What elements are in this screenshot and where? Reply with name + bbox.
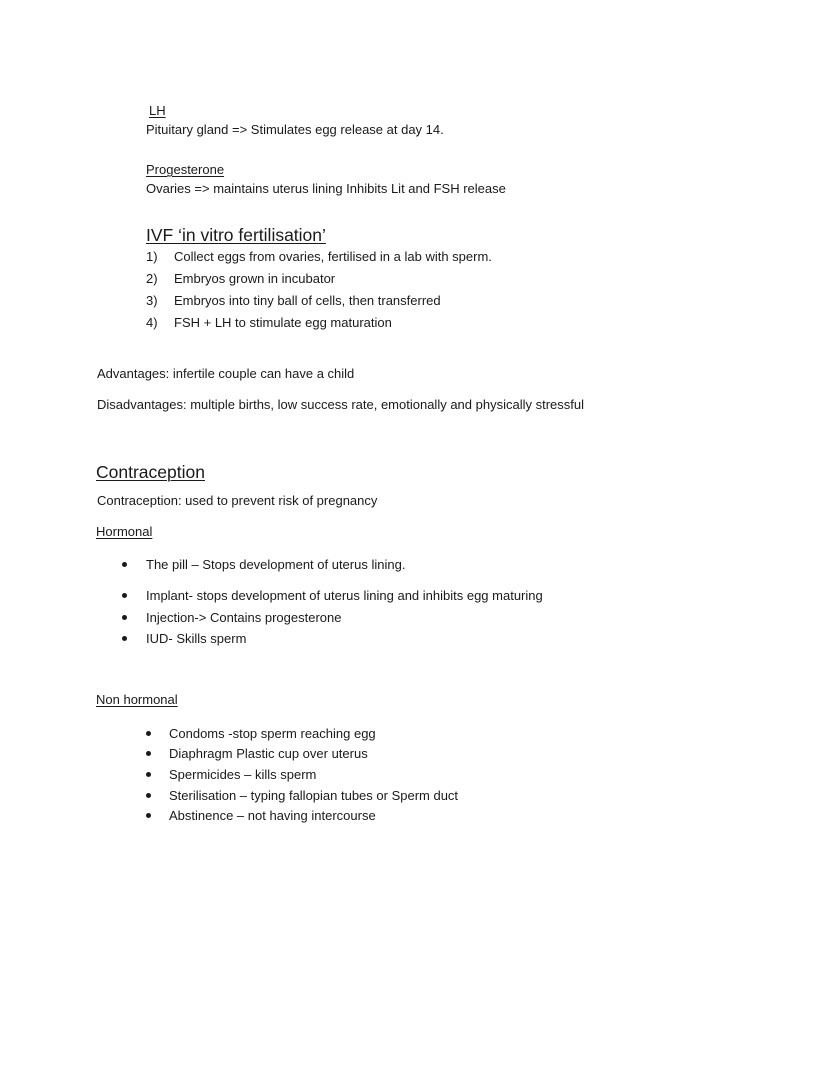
bullet-icon	[122, 615, 127, 620]
lh-heading: LH	[149, 103, 166, 118]
list-item: Diaphragm Plastic cup over uterus	[169, 746, 368, 761]
list-item: The pill – Stops development of uterus lining.	[146, 557, 406, 572]
bullet-icon	[146, 731, 151, 736]
step-text: FSH + LH to stimulate egg maturation	[174, 315, 392, 330]
step-number: 2)	[146, 271, 158, 286]
bullet-icon	[122, 636, 127, 641]
bullet-icon	[146, 772, 151, 777]
progesterone-description: Ovaries => maintains uterus lining Inhibits Lit and FSH release	[146, 181, 506, 196]
ivf-advantages: Advantages: infertile couple can have a child	[97, 366, 355, 381]
step-number: 4)	[146, 315, 158, 330]
lh-description: Pituitary gland => Stimulates egg release at day 14.	[146, 122, 444, 137]
list-item: Condoms -stop sperm reaching egg	[169, 726, 376, 741]
step-text: Embryos into tiny ball of cells, then transferred	[174, 293, 441, 308]
bullet-icon	[122, 562, 127, 567]
ivf-title: IVF ‘in vitro fertilisation’	[146, 225, 326, 245]
step-text: Embryos grown in incubator	[174, 271, 336, 286]
contraception-title: Contraception	[96, 462, 205, 482]
step-number: 1)	[146, 249, 158, 264]
list-item: IUD- Skills sperm	[146, 631, 247, 646]
ivf-disadvantages: Disadvantages: multiple births, low success rate, emotionally and physically stressful	[97, 397, 584, 412]
list-item: Sterilisation – typing fallopian tubes or Sperm duct	[169, 788, 459, 803]
step-number: 3)	[146, 293, 158, 308]
list-item: Implant- stops development of uterus lining and inhibits egg maturing	[146, 588, 543, 603]
progesterone-heading: Progesterone	[146, 162, 225, 177]
list-item: Injection-> Contains progesterone	[146, 610, 342, 625]
bullet-icon	[146, 793, 151, 798]
bullet-icon	[122, 593, 127, 598]
hormonal-heading: Hormonal	[96, 524, 153, 539]
bullet-icon	[146, 813, 151, 818]
list-item: Abstinence – not having intercourse	[169, 808, 376, 823]
step-text: Collect eggs from ovaries, fertilised in a lab with sperm.	[174, 249, 492, 264]
contraception-definition: Contraception: used to prevent risk of pregnancy	[97, 493, 378, 508]
non-hormonal-heading: Non hormonal	[96, 692, 178, 707]
list-item: Spermicides – kills sperm	[169, 767, 317, 782]
bullet-icon	[146, 751, 151, 756]
